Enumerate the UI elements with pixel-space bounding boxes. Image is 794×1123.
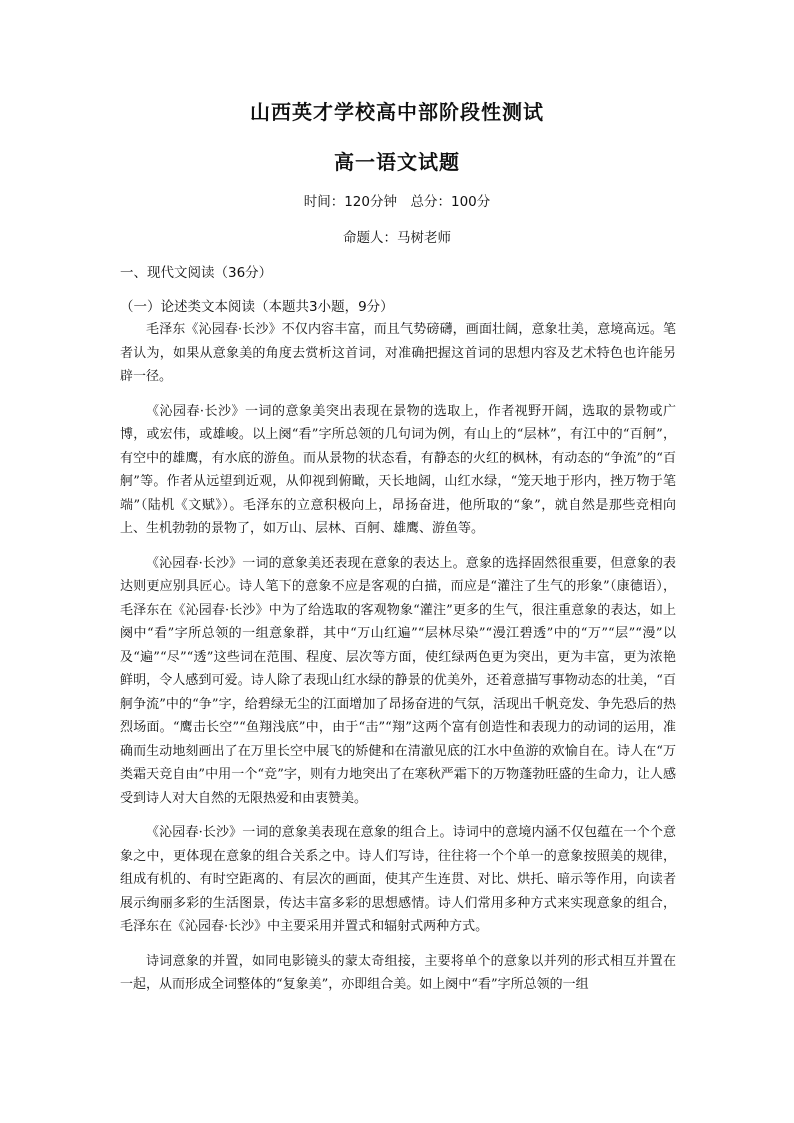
paragraph: 《沁园春·长沙》一词的意象美还表现在意象的表达上。意象的选择固然很重要，但意象的表达则更应别具匠心。诗人笔下的意象不应是客观的白描，而应是“灌注了生气的形象”（康德语），毛泽东在《沁园春·长沙》中为了给选取的客观物象“灌注”更多的生气，很注重意象的表达，如上阕中“看”字所总领的一组意象群，其中“万山红遍”“层林尽染”“漫江碧透”中的“万”“层”“漫”以及“遍”“尽”“透”这些词在范围、程度、层次等方面，使红绿两色更为突出，更为丰富，更为浓艳鲜明，令人感到可爱。诗人除了表现山红水绿的静景的优美外，还着意描写事物动态的壮美，“百舸争流”中的“争”字，给碧绿无尘的江面增加了昂扬奋进的气氛，活现出千帆竞发、争先恐后的热烈场面。“鹰击长空”“鱼翔浅底”中，由于“击”“翔”这两个富有创造性和表现力的动词的运用，准确而生动地刻画出了在万里长空中展飞的矫健和在清澈见底的江水中鱼游的欢愉自在。诗人在“万类霜天竞自由”中用一个“竞”字，则有力地突出了在寒秋严霜下的万物蓬勃旺盛的生命力，让人感受到诗人对大自然的无限热爱和由衷赞美。 [120, 555, 676, 806]
time-info: 时间：120分钟 总分：100分 [303, 194, 491, 210]
school-title: 山西英才学校高中部阶段性测试 [250, 100, 544, 124]
author-info: 命题人：马树老师 [343, 230, 451, 246]
section-heading: 一、现代文阅读（36分） [120, 265, 273, 281]
paragraph: 毛泽东《沁园春·长沙》不仅内容丰富，而且气势磅礴，画面壮阔，意象壮美，意境高远。笔者认为，如果从意象美的角度去赏析这首词，对准确把握这首词的思想内容及艺术特色也许能另辟一径。 [120, 322, 676, 384]
subsection-heading: （一）论述类文本阅读（本题共3小题，9分） [120, 299, 394, 315]
paragraph: 《沁园春·长沙》一词的意象美突出表现在景物的选取上，作者视野开阔，选取的景物或广博，或宏伟，或雄峻。以上阕“看”字所总领的几句词为例，有山上的“层林”，有江中的“百舸”，有空中的雄鹰，有水底的游鱼。而从景物的状态看，有静态的火红的枫林，有动态的“争流”的“百舸”等。作者从远望到近观，从仰视到俯瞰，天长地阔，山红水绿，“笼天地于形内，挫万物于笔端”（陆机《文赋》）。毛泽东的立意积极向上，昂扬奋进，他所取的“象”，就自然是那些竞相向上、生机勃勃的景物了，如万山、层林、百舸、雄鹰、游鱼等。 [120, 403, 676, 536]
paragraph: 诗词意象的并置，如同电影镜头的蒙太奇组接，主要将单个的意象以并列的形式相互并置在一起，从而形成全词整体的“复象美”，亦即组合美。如上阕中“看”字所总领的一组 [120, 953, 676, 992]
paragraph: 《沁园春·长沙》一词的意象美表现在意象的组合上。诗词中的意境内涵不仅包蕴在一个个意象之中，更体现在意象的组合关系之中。诗人们写诗，往往将一个个单一的意象按照美的规律，组成有机的、有时空距离的、有层次的画面，使其产生连贯、对比、烘托、暗示等作用，向读者展示绚丽多彩的生活图景，传达丰富多彩的思想感情。诗人们常用多种方式来实现意象的组合，毛泽东在《沁园春·长沙》中主要采用并置式和辐射式两种方式。 [120, 825, 676, 934]
exam-title: 高一语文试题 [334, 150, 460, 174]
reading-passage [120, 318, 676, 1008]
